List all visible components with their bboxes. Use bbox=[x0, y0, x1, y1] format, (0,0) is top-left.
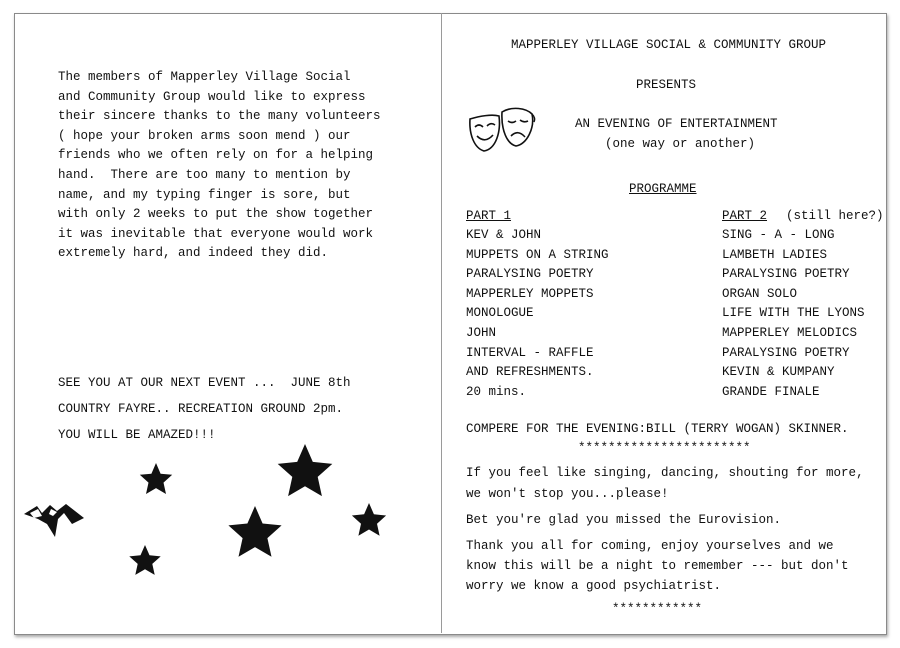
thanks-line: friends who we often rely on for a helping bbox=[58, 148, 374, 163]
programme-item: MAPPERLEY MELODICS bbox=[722, 325, 858, 340]
programme-item: INTERVAL - RAFFLE bbox=[466, 345, 594, 360]
thanks-line: The members of Mapperley Village Social bbox=[58, 70, 351, 84]
programme-item: MONOLOGUE bbox=[466, 306, 534, 321]
thanks-line: their sincere thanks to the many volunteers bbox=[58, 109, 381, 124]
star-icon bbox=[278, 444, 333, 496]
programme-item: PARALYSING POETRY bbox=[722, 267, 850, 282]
presents-label: PRESENTS bbox=[636, 78, 697, 92]
star-icon bbox=[352, 503, 386, 536]
asterisk-divider-end: ************ bbox=[612, 602, 703, 616]
programme-item: PARALYSING POETRY bbox=[722, 345, 850, 360]
programme-item: LAMBETH LADIES bbox=[722, 247, 828, 262]
next-event-line-1: SEE YOU AT OUR NEXT EVENT ... JUNE 8th bbox=[58, 376, 351, 390]
thanks-line: name, and my typing finger is sore, but bbox=[58, 187, 351, 202]
programme-item: JOHN bbox=[466, 325, 497, 340]
part1-list bbox=[466, 226, 609, 402]
evening-title: AN EVENING OF ENTERTAINMENT bbox=[575, 117, 778, 131]
programme-item: LIFE WITH THE LYONS bbox=[722, 306, 865, 321]
closing-line-3: worry we know a good psychiatrist. bbox=[466, 579, 722, 593]
thanks-line: it was inevitable that everyone would work bbox=[58, 226, 374, 241]
star-fragment-icon bbox=[24, 504, 84, 537]
programme-item: AND REFRESHMENTS. bbox=[466, 365, 594, 380]
programme-item: MUPPETS ON A STRING bbox=[466, 247, 609, 262]
thanks-line: with only 2 weeks to put the show together bbox=[58, 207, 374, 222]
programme-item: SING - A - LONG bbox=[722, 228, 835, 242]
compere-line: COMPERE FOR THE EVENING:BILL (TERRY WOGAN) SKINNER. bbox=[466, 422, 849, 436]
eurovision-line: Bet you're glad you missed the Eurovision. bbox=[466, 513, 782, 527]
singing-line-1: If you feel like singing, dancing, shouting for more, bbox=[466, 466, 864, 480]
programme-heading: PROGRAMME bbox=[629, 182, 697, 196]
thanks-line: and Community Group would like to express bbox=[58, 89, 366, 104]
programme-item: PARALYSING POETRY bbox=[466, 267, 594, 282]
evening-subtitle: (one way or another) bbox=[605, 137, 756, 151]
next-event-line-3: YOU WILL BE AMAZED!!! bbox=[58, 428, 216, 442]
thanks-line: hand. There are too many to mention by bbox=[58, 167, 351, 182]
part2-note: (still here?) bbox=[786, 209, 884, 223]
organisation-title: MAPPERLEY VILLAGE SOCIAL & COMMUNITY GROUP bbox=[511, 38, 827, 52]
part1-heading: PART 1 bbox=[466, 209, 512, 223]
programme-item: GRANDE FINALE bbox=[722, 384, 820, 399]
programme-item: MAPPERLEY MOPPETS bbox=[466, 286, 594, 301]
closing-line-1: Thank you all for coming, enjoy yourselves and we bbox=[466, 539, 834, 553]
part2-heading: PART 2 bbox=[722, 209, 768, 223]
part2-list bbox=[722, 226, 865, 402]
programme-item: 20 mins. bbox=[466, 384, 527, 399]
asterisk-divider: *********************** bbox=[578, 441, 751, 455]
thanks-line: extremely hard, and indeed they did. bbox=[58, 246, 329, 261]
theatre-masks-icon bbox=[466, 104, 538, 156]
star-icon bbox=[228, 506, 281, 557]
programme-item: KEV & JOHN bbox=[466, 228, 542, 242]
star-icon bbox=[140, 463, 172, 494]
programme-item: ORGAN SOLO bbox=[722, 286, 798, 301]
singing-line-2: we won't stop you...please! bbox=[466, 487, 669, 501]
closing-line-2: know this will be a night to remember --- but don't bbox=[466, 559, 849, 573]
next-event-line-2: COUNTRY FAYRE.. RECREATION GROUND 2pm. bbox=[58, 402, 344, 416]
programme-item: KEVIN & KUMPANY bbox=[722, 365, 835, 380]
thanks-line: ( hope your broken arms soon mend ) our bbox=[58, 128, 351, 143]
star-icon bbox=[129, 545, 160, 575]
